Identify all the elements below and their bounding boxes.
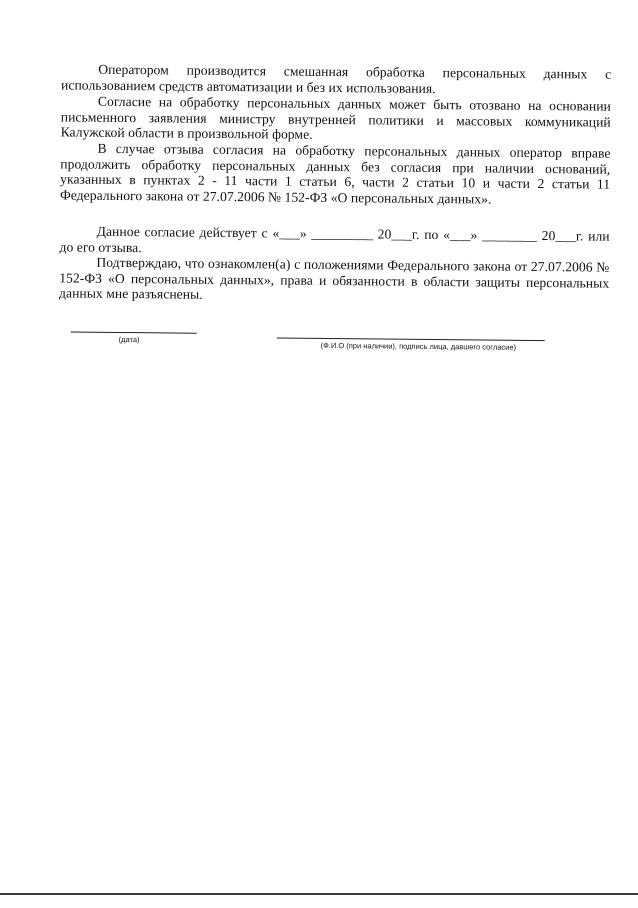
- paragraph-text: В случае отзыва согласия на обработку персональных данных оператор вправе продолжить обработку персональных данных без согласия при наличии оснований, указанных в пунктах 2 - 11 части 1 статьи 6, части 2 статьи 10 и части 2 статьи 11 Федерального закона от 27.07.2006 № 152-ФЗ «О персональных данных».: [59, 140, 611, 207]
- name-signature-line: [277, 337, 545, 341]
- date-caption: (дата): [118, 334, 140, 345]
- date-signature-line: [71, 332, 197, 334]
- paragraph-text: Оператором производится смешанная обработка персональных данных с использованием средств автоматизации и без их использования.: [61, 61, 612, 96]
- paragraph-continued-processing: [60, 140, 611, 207]
- paragraph-consent-withdrawal: [61, 93, 611, 145]
- paragraph-acknowledgement: [59, 254, 609, 306]
- name-signature-caption: (Ф.И.О (при наличии), подпись лица, давшего согласие): [320, 340, 517, 352]
- paragraph-text: Подтверждаю, что ознакомлен(а) с положениями Федерального закона от 27.07.2006 № 152-ФЗ «О персональных данных», права и обязанности в области защиты персональных данных мне разъяснены.: [59, 254, 610, 302]
- paragraph-mixed-processing: [61, 61, 611, 97]
- scan-bottom-edge: [0, 893, 638, 895]
- paragraph-text: Согласие на обработку персональных данных может быть отозвано на основании письменного заявления министру внутренней политики и массовых коммуникаций Калужской области в произвольной форме.: [60, 93, 611, 142]
- paragraph-text: Данное согласие действует с «___» _________ 20___г. по «___» ________ 20___г. или до его отзыва.: [59, 223, 610, 255]
